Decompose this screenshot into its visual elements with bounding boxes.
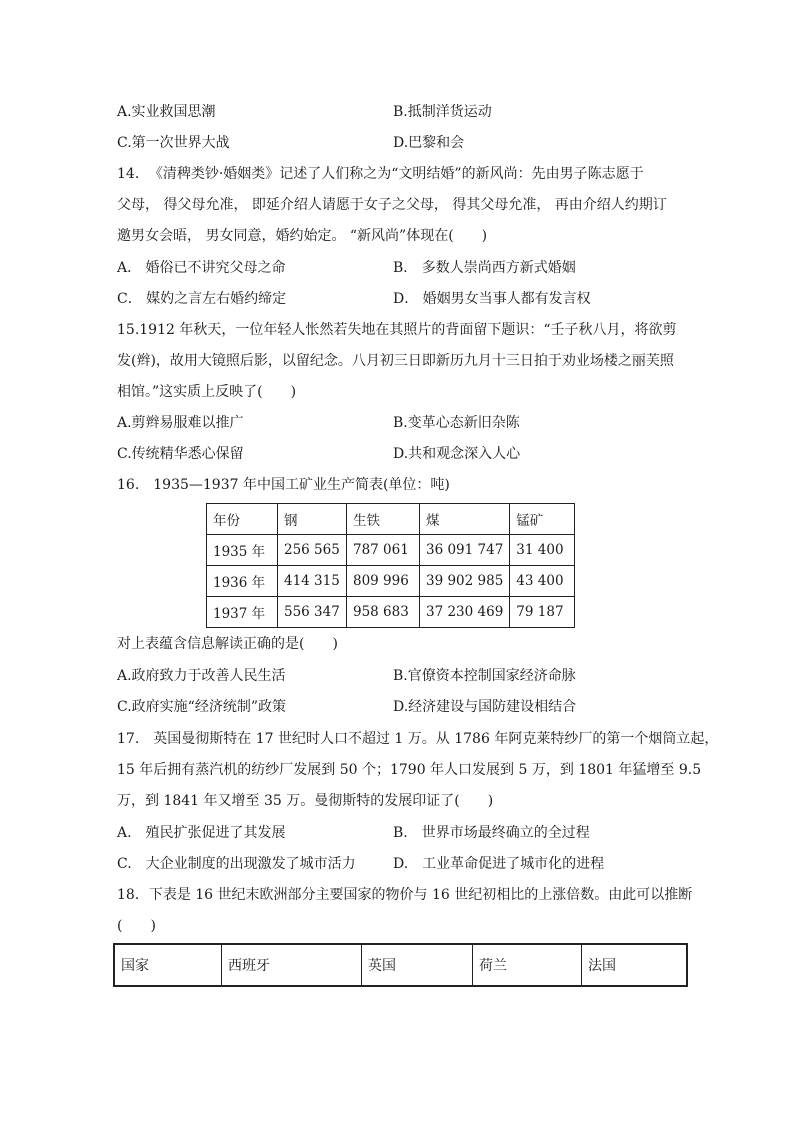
table-header-cell: 荷兰 bbox=[473, 944, 582, 986]
q13-option-b: B.抵制洋货运动 bbox=[393, 104, 492, 120]
table-header-cell: 煤 bbox=[420, 504, 510, 535]
table-row bbox=[207, 597, 575, 628]
table-cell: 39 902 985 bbox=[420, 566, 510, 597]
q14-stem-line1: 14． 《清稗类钞·婚姻类》记述了人们称之为“文明结婚”的新风尚：先由男子陈志愿于 bbox=[117, 166, 644, 182]
q17-stem-line2: 15 年后拥有蒸汽机的纺纱厂发展到 50 个；1790 年人口发展到 5 万，到 1801 年猛增至 9.5 bbox=[117, 762, 702, 778]
table-header-cell: 西班牙 bbox=[222, 944, 362, 986]
q14-option-b: B． 多数人崇尚西方新式婚姻 bbox=[393, 260, 576, 276]
q17-option-a: A. 殖民扩张促进了其发展 bbox=[117, 825, 286, 841]
table-cell: 36 091 747 bbox=[420, 535, 510, 566]
q14-option-a: A． 婚俗已不讲究父母之命 bbox=[117, 260, 286, 276]
table-cell: 31 400 bbox=[510, 535, 575, 566]
q14-stem-line2: 父母， 得父母允准， 即延介绍人请愿于女子之父母， 得其父母允准， 再由介绍人约期订 bbox=[117, 197, 667, 213]
table-header-cell: 国家 bbox=[114, 944, 222, 986]
q16-option-d: D.经济建设与国防建设相结合 bbox=[393, 699, 577, 715]
table-header-row bbox=[114, 944, 687, 986]
table-header-cell: 钢 bbox=[278, 504, 347, 535]
table-cell: 1937 年 bbox=[207, 597, 278, 628]
q13-option-a: A.实业救国思潮 bbox=[117, 104, 216, 120]
q17-option-c: C. 大企业制度的出现激发了城市活力 bbox=[117, 856, 356, 872]
q13-option-d: D.巴黎和会 bbox=[393, 135, 465, 151]
table-cell: 37 230 469 bbox=[420, 597, 510, 628]
production-table bbox=[206, 503, 575, 628]
q16-title: 16. 1935—1937 年中国工矿业生产简表(单位：吨) bbox=[117, 477, 450, 493]
table-cell: 414 315 bbox=[278, 566, 347, 597]
table-cell: 556 347 bbox=[278, 597, 347, 628]
q18-stem-line2: ( ) bbox=[117, 918, 156, 934]
table-cell: 958 683 bbox=[347, 597, 420, 628]
table-header-cell: 英国 bbox=[362, 944, 473, 986]
table-cell: 256 565 bbox=[278, 535, 347, 566]
table-cell: 1936 年 bbox=[207, 566, 278, 597]
table-cell: 809 996 bbox=[347, 566, 420, 597]
q16-option-c: C.政府实施“经济统制”政策 bbox=[117, 699, 286, 715]
q17-option-b: B. 世界市场最终确立的全过程 bbox=[393, 825, 590, 841]
table-header-row bbox=[207, 504, 575, 535]
table-header-cell: 法国 bbox=[582, 944, 688, 986]
q15-option-d: D.共和观念深入人心 bbox=[393, 446, 521, 462]
q15-option-c: C.传统精华悉心保留 bbox=[117, 446, 244, 462]
q14-stem-line3: 邀男女会晤， 男女同意，婚约始定。 “新风尚”体现在( ) bbox=[117, 228, 488, 244]
table-cell: 1935 年 bbox=[207, 535, 278, 566]
q18-stem-line1: 18．下表是 16 世纪末欧洲部分主要国家的物价与 16 世纪初相比的上涨倍数。由此可以推断 bbox=[117, 887, 693, 903]
table-header-cell: 年份 bbox=[207, 504, 278, 535]
q15-stem-line2: 发(辫)，故用大镜照后影，以留纪念。八月初三日即新历九月十三日拍于劝业场楼之丽芙照 bbox=[117, 353, 674, 369]
price-table bbox=[113, 943, 688, 987]
table-header-cell: 锰矿 bbox=[510, 504, 575, 535]
table-header-cell: 生铁 bbox=[347, 504, 420, 535]
q16-stem: 对上表蕴含信息解读正确的是( ) bbox=[117, 636, 338, 652]
table-cell: 787 061 bbox=[347, 535, 420, 566]
q17-stem-line3: 万，到 1841 年又增至 35 万。曼彻斯特的发展印证了( ) bbox=[117, 793, 494, 809]
q14-option-d: D． 婚姻男女当事人都有发言权 bbox=[393, 291, 591, 307]
q15-stem-line3: 相馆。”这实质上反映了( ) bbox=[117, 384, 297, 400]
table-cell: 43 400 bbox=[510, 566, 575, 597]
q13-option-c: C.第一次世界大战 bbox=[117, 135, 230, 151]
table-cell: 79 187 bbox=[510, 597, 575, 628]
q16-option-a: A.政府致力于改善人民生活 bbox=[117, 668, 286, 684]
q16-option-b: B.官僚资本控制国家经济命脉 bbox=[393, 668, 576, 684]
q15-option-b: B.变革心态新旧杂陈 bbox=[393, 415, 520, 431]
table-row bbox=[207, 535, 575, 566]
q15-option-a: A.剪辫易服难以推广 bbox=[117, 415, 244, 431]
q14-option-c: C． 媒妁之言左右婚约缔定 bbox=[117, 291, 287, 307]
table-row bbox=[207, 566, 575, 597]
q17-option-d: D. 工业革命促进了城市化的进程 bbox=[393, 856, 605, 872]
q17-stem-line1: 17. 英国曼彻斯特在 17 世纪时人口不超过 1 万。从 1786 年阿克莱特纱厂的第一个烟筒立起， bbox=[117, 731, 719, 747]
q15-stem-line1: 15.1912 年秋天，一位年轻人怅然若失地在其照片的背面留下题识：“壬子秋八月，将欲剪 bbox=[117, 322, 677, 338]
